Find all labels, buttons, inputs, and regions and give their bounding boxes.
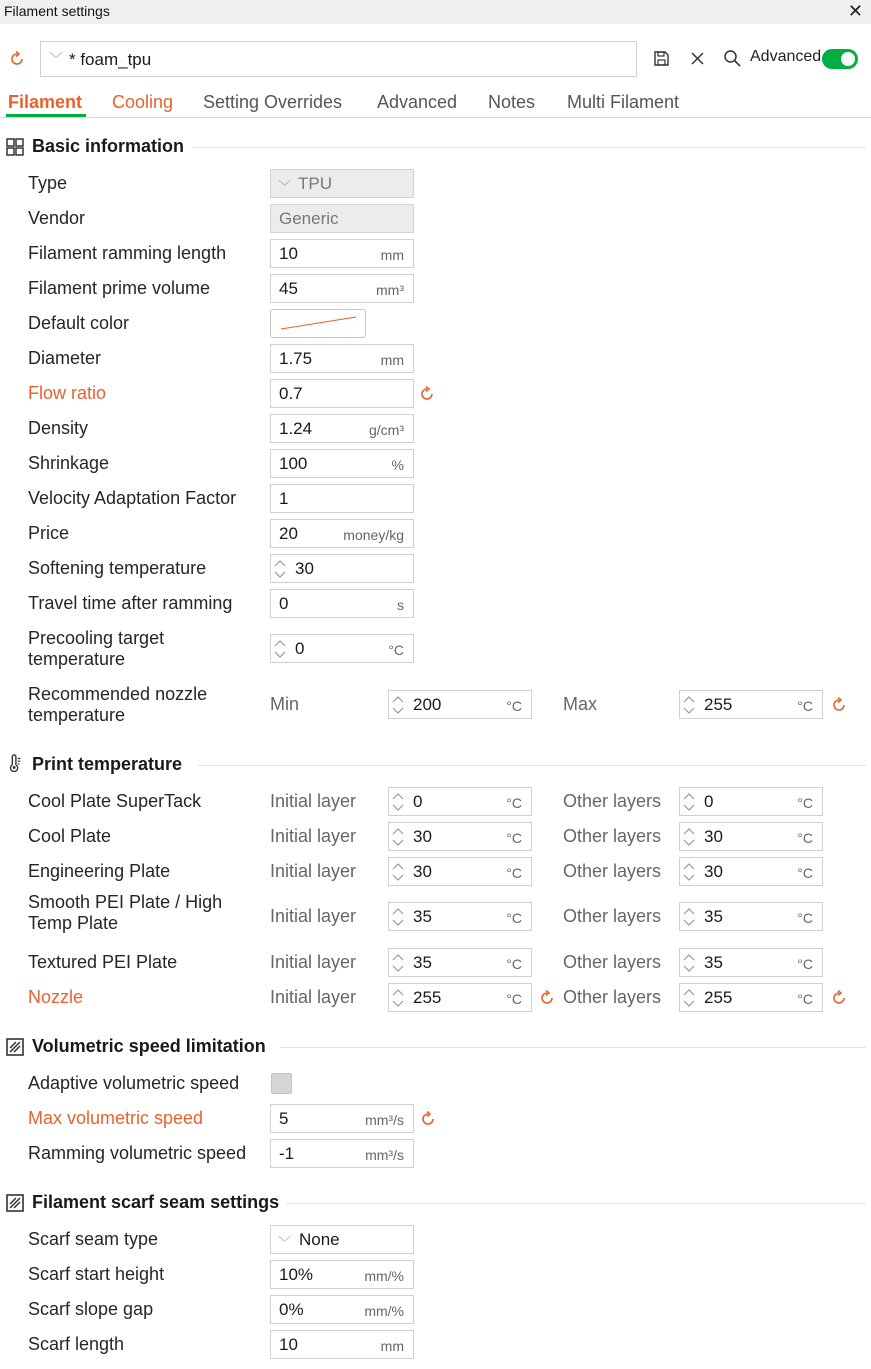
unit-label: °C xyxy=(506,830,522,846)
unit-label: mm xyxy=(380,352,404,368)
tab-setting-overrides[interactable]: Setting Overrides xyxy=(203,92,343,112)
volumetric-speed-icon xyxy=(6,1038,24,1056)
initial-layer-temp-input[interactable] xyxy=(388,948,532,977)
unit-label: °C xyxy=(506,956,522,972)
vaf-value: 1 xyxy=(279,489,289,508)
unit-label: °C xyxy=(797,865,813,881)
other-layers-label: Other layers xyxy=(563,826,662,846)
ramming-volumetric-input[interactable] xyxy=(270,1139,414,1168)
travel-time-label: Travel time after ramming xyxy=(28,593,233,613)
nozzle-max-input[interactable] xyxy=(679,690,823,719)
initial-layer-label: Initial layer xyxy=(270,987,357,1007)
other-layers-temp-value: 35 xyxy=(704,953,723,972)
initial-layer-label: Initial layer xyxy=(270,861,357,881)
flow-ratio-label: Flow ratio xyxy=(28,383,107,403)
unit-label: mm xyxy=(380,1338,404,1354)
window-title: Filament settings xyxy=(4,3,110,19)
initial-layer-temp-input[interactable] xyxy=(388,787,532,816)
unit-label: °C xyxy=(506,910,522,926)
other-layers-temp-input[interactable] xyxy=(679,857,823,886)
max-volumetric-label: Max volumetric speed xyxy=(28,1108,204,1128)
precool-label-line2: temperature xyxy=(28,649,126,669)
scarf-type-value: None xyxy=(299,1230,340,1249)
nozzle-min-value: 200 xyxy=(413,695,442,714)
tab-notes[interactable]: Notes xyxy=(488,92,536,112)
max-volumetric-value: 5 xyxy=(279,1109,289,1128)
spin-arrows-icon[interactable] xyxy=(683,861,695,883)
vendor-value: Generic xyxy=(279,209,339,228)
diameter-input[interactable] xyxy=(270,344,414,373)
max-volumetric-input[interactable] xyxy=(270,1104,414,1133)
flow-ratio-input[interactable] xyxy=(270,379,414,408)
initial-layer-temp-value: 255 xyxy=(413,988,442,1007)
price-value: 20 xyxy=(279,524,298,543)
scarf-type-label: Scarf seam type xyxy=(28,1229,159,1249)
nozzle-temp-label-line2: temperature xyxy=(28,705,126,725)
unit-label: mm³/s xyxy=(365,1147,404,1163)
toggle-knob xyxy=(841,52,855,66)
unit-label: % xyxy=(391,457,404,473)
initial-layer-temp-input[interactable] xyxy=(388,822,532,851)
other-layers-temp-input[interactable] xyxy=(679,787,823,816)
initial-layer-temp-input[interactable] xyxy=(388,902,532,931)
other-layers-temp-input[interactable] xyxy=(679,822,823,851)
unit-label: °C xyxy=(506,698,522,714)
initial-layer-temp-value: 35 xyxy=(413,953,432,972)
spin-arrows-icon[interactable] xyxy=(392,694,404,716)
plate-label-line2: Temp Plate xyxy=(28,913,119,933)
scarf-start-height-value: 10% xyxy=(279,1265,314,1284)
section-divider xyxy=(198,765,866,766)
scarf-length-input[interactable] xyxy=(270,1330,414,1359)
diameter-value: 1.75 xyxy=(279,349,313,368)
spin-arrows-icon[interactable] xyxy=(392,952,404,974)
prime-volume-label: Filament prime volume xyxy=(28,278,211,298)
unit-label: money/kg xyxy=(343,527,404,543)
spin-arrows-icon[interactable] xyxy=(683,791,695,813)
vendor-field xyxy=(270,204,414,233)
advanced-toggle[interactable] xyxy=(822,49,858,69)
section-divider xyxy=(286,1203,866,1204)
precool-label: Precooling target xyxy=(28,628,165,648)
other-layers-temp-value: 0 xyxy=(704,792,714,811)
vaf-input[interactable] xyxy=(270,484,414,513)
thermometer-icon xyxy=(6,754,24,772)
preset-select[interactable] xyxy=(40,41,637,77)
nozzle-max-value: 255 xyxy=(704,695,733,714)
grid-icon xyxy=(6,138,24,156)
save-icon[interactable] xyxy=(653,50,670,67)
plate-label: Nozzle xyxy=(28,987,84,1007)
scarf-slope-gap-input[interactable] xyxy=(270,1295,414,1324)
unit-label: mm/% xyxy=(364,1268,404,1284)
initial-layer-label: Initial layer xyxy=(270,906,357,926)
spin-arrows-icon[interactable] xyxy=(274,638,286,660)
other-layers-temp-input[interactable] xyxy=(679,902,823,931)
nozzle-temp-label: Recommended nozzle xyxy=(28,684,208,704)
scarf-seam-icon xyxy=(6,1194,24,1212)
close-window-icon[interactable]: ✕ xyxy=(847,1,863,21)
spin-arrows-icon[interactable] xyxy=(274,558,286,580)
unit-label: mm³ xyxy=(376,282,404,298)
diameter-label: Diameter xyxy=(28,348,102,368)
initial-layer-temp-value: 35 xyxy=(413,907,432,926)
other-layers-label: Other layers xyxy=(563,906,662,926)
spin-arrows-icon[interactable] xyxy=(683,952,695,974)
ramming-length-label: Filament ramming length xyxy=(28,243,227,263)
unit-label: °C xyxy=(797,991,813,1007)
unit-label: °C xyxy=(797,956,813,972)
no-color-swatch-icon xyxy=(271,310,367,339)
reset-icon[interactable] xyxy=(418,385,436,403)
plate-label: Smooth PEI Plate / High xyxy=(28,892,223,912)
spin-arrows-icon[interactable] xyxy=(683,694,695,716)
tab-bar xyxy=(0,88,871,118)
precool-value: 0 xyxy=(295,639,305,658)
tab-multi-filament[interactable]: Multi Filament xyxy=(567,92,680,112)
adaptive-volumetric-label: Adaptive volumetric speed xyxy=(28,1073,240,1093)
delete-preset-icon[interactable] xyxy=(690,51,705,66)
initial-layer-temp-input[interactable] xyxy=(388,983,532,1012)
unit-label: °C xyxy=(388,642,404,658)
section-title-basic: Basic information xyxy=(32,136,185,156)
reset-icon[interactable] xyxy=(419,1110,437,1128)
shrinkage-label: Shrinkage xyxy=(28,453,110,473)
unit-label: s xyxy=(397,597,404,613)
scarf-length-value: 10 xyxy=(279,1335,298,1354)
scarf-slope-gap-value: 0% xyxy=(279,1300,304,1319)
other-layers-temp-value: 30 xyxy=(704,862,723,881)
max-label: Max xyxy=(563,694,598,714)
precool-input[interactable] xyxy=(270,634,414,663)
shrinkage-value: 100 xyxy=(279,454,308,473)
unit-label: °C xyxy=(506,991,522,1007)
reset-icon[interactable] xyxy=(830,989,848,1007)
other-layers-temp-value: 255 xyxy=(704,988,733,1007)
tab-cooling[interactable]: Cooling xyxy=(112,92,174,112)
unit-label: mm xyxy=(380,247,404,263)
travel-time-value: 0 xyxy=(279,594,289,613)
initial-layer-temp-value: 30 xyxy=(413,862,432,881)
unit-label: °C xyxy=(797,910,813,926)
initial-layer-label: Initial layer xyxy=(270,952,357,972)
spin-arrows-icon[interactable] xyxy=(683,906,695,928)
spin-arrows-icon[interactable] xyxy=(392,906,404,928)
unit-label: g/cm³ xyxy=(369,422,404,438)
plate-label: Engineering Plate xyxy=(28,861,171,881)
flow-ratio-value: 0.7 xyxy=(279,384,303,403)
density-value: 1.24 xyxy=(279,419,313,438)
unit-label: °C xyxy=(797,795,813,811)
density-input[interactable] xyxy=(270,414,414,443)
reset-icon[interactable] xyxy=(538,989,556,1007)
tab-advanced[interactable]: Advanced xyxy=(377,92,458,112)
other-layers-label: Other layers xyxy=(563,791,662,811)
ramming-length-value: 10 xyxy=(279,244,298,263)
unit-label: °C xyxy=(506,865,522,881)
initial-layer-label: Initial layer xyxy=(270,791,357,811)
spin-arrows-icon[interactable] xyxy=(392,861,404,883)
scarf-start-height-label: Scarf start height xyxy=(28,1264,165,1284)
search-icon[interactable] xyxy=(723,49,742,68)
scarf-length-label: Scarf length xyxy=(28,1334,125,1354)
other-layers-temp-value: 35 xyxy=(704,907,723,926)
spin-arrows-icon[interactable] xyxy=(392,826,404,848)
prime-volume-input[interactable] xyxy=(270,274,414,303)
unit-label: °C xyxy=(506,795,522,811)
ramming-length-input[interactable] xyxy=(270,239,414,268)
unit-label: °C xyxy=(797,698,813,714)
tab-filament[interactable]: Filament xyxy=(8,92,83,112)
section-title-volumetric: Volumetric speed limitation xyxy=(32,1036,266,1056)
adaptive-volumetric-checkbox[interactable] xyxy=(271,1073,292,1094)
unit-label: mm/% xyxy=(364,1303,404,1319)
initial-layer-temp-value: 0 xyxy=(413,792,423,811)
type-select[interactable] xyxy=(270,169,414,198)
initial-layer-label: Initial layer xyxy=(270,826,357,846)
other-layers-label: Other layers xyxy=(563,861,662,881)
type-value: TPU xyxy=(298,174,332,193)
section-divider xyxy=(280,1047,866,1048)
price-input[interactable] xyxy=(270,519,414,548)
unit-label: mm³/s xyxy=(365,1112,404,1128)
initial-layer-temp-input[interactable] xyxy=(388,857,532,886)
plate-label: Cool Plate SuperTack xyxy=(28,791,202,811)
type-label: Type xyxy=(28,173,68,193)
chevron-down-icon: ﹀ xyxy=(278,179,292,194)
plate-label: Textured PEI Plate xyxy=(28,952,178,972)
initial-layer-temp-value: 30 xyxy=(413,827,432,846)
vendor-label: Vendor xyxy=(28,208,86,228)
vaf-label: Velocity Adaptation Factor xyxy=(28,488,237,508)
prime-volume-value: 45 xyxy=(279,279,298,298)
other-layers-temp-input[interactable] xyxy=(679,948,823,977)
other-layers-label: Other layers xyxy=(563,952,662,972)
softening-input[interactable] xyxy=(270,554,414,583)
ramming-volumetric-label: Ramming volumetric speed xyxy=(28,1143,247,1163)
other-layers-temp-input[interactable] xyxy=(679,983,823,1012)
nozzle-min-input[interactable] xyxy=(388,690,532,719)
scarf-slope-gap-label: Scarf slope gap xyxy=(28,1299,154,1319)
shrinkage-input[interactable] xyxy=(270,449,414,478)
reset-all-icon[interactable] xyxy=(8,50,26,68)
default-color-button[interactable] xyxy=(270,309,366,338)
min-label: Min xyxy=(270,694,300,714)
default-color-label: Default color xyxy=(28,313,130,333)
other-layers-temp-value: 30 xyxy=(704,827,723,846)
active-tab-indicator xyxy=(6,114,86,117)
preset-name: * foam_tpu xyxy=(69,50,152,69)
other-layers-label: Other layers xyxy=(563,987,662,1007)
softening-value: 30 xyxy=(295,559,314,578)
chevron-down-icon: ﹀ xyxy=(278,1235,292,1250)
spin-arrows-icon[interactable] xyxy=(683,987,695,1009)
advanced-label: Advanced xyxy=(750,48,822,65)
section-title-print-temp: Print temperature xyxy=(32,754,183,774)
reset-icon[interactable] xyxy=(830,696,848,714)
softening-label: Softening temperature xyxy=(28,558,207,578)
title-bar xyxy=(0,0,871,24)
chevron-down-icon: ﹀ xyxy=(49,51,63,67)
density-label: Density xyxy=(28,418,89,438)
scarf-start-height-input[interactable] xyxy=(270,1260,414,1289)
spin-arrows-icon[interactable] xyxy=(392,987,404,1009)
ramming-volumetric-value: -1 xyxy=(279,1144,295,1163)
plate-label: Cool Plate xyxy=(28,826,112,846)
travel-time-input[interactable] xyxy=(270,589,414,618)
price-label: Price xyxy=(28,523,70,543)
section-title-scarf: Filament scarf seam settings xyxy=(32,1192,280,1212)
unit-label: °C xyxy=(797,830,813,846)
spin-arrows-icon[interactable] xyxy=(683,826,695,848)
spin-arrows-icon[interactable] xyxy=(392,791,404,813)
scarf-type-select[interactable] xyxy=(270,1225,414,1254)
section-divider xyxy=(192,147,866,148)
